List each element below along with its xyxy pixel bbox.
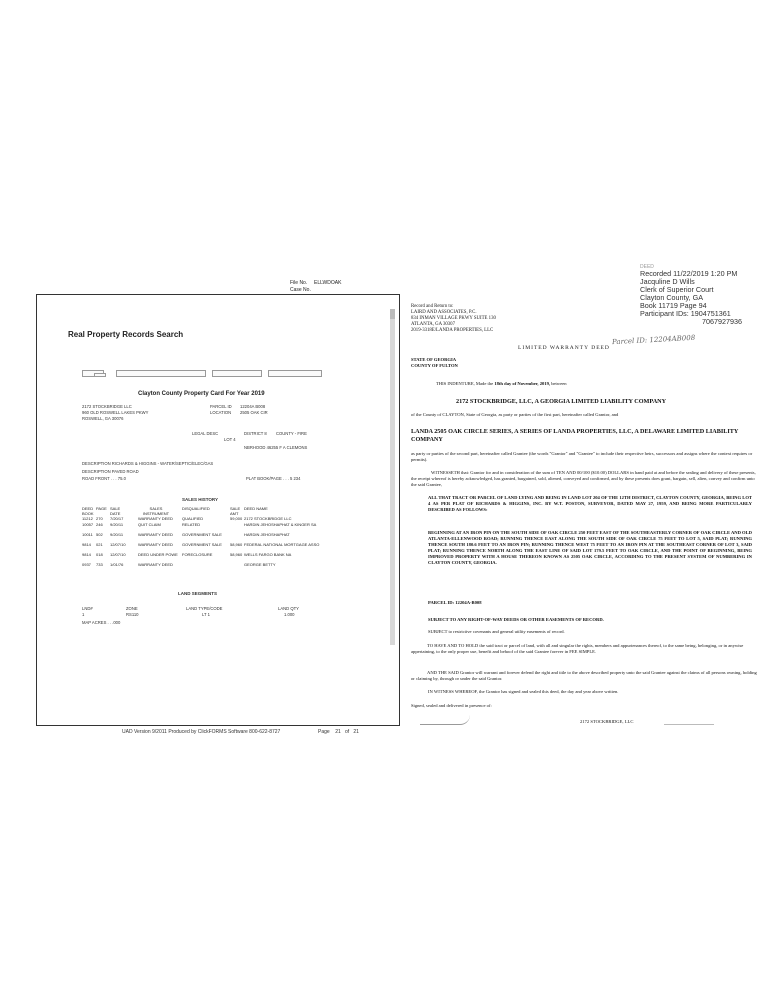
- sales-history-title: SALES HISTORY: [182, 497, 219, 502]
- cell-deed-book: 10011: [82, 532, 93, 537]
- cell-sale-date: 9/20/11: [110, 532, 124, 537]
- subject: SUBJECT to restrictive covenants and general utility easements of record.: [428, 629, 565, 634]
- page-footer: [122, 729, 359, 735]
- col-page: PAGE: [96, 506, 107, 511]
- land-lnd: 1: [82, 612, 85, 617]
- scrollbar[interactable]: [390, 309, 395, 645]
- col-sale-amt: SALE AMT: [230, 506, 241, 516]
- parcel-id-value: 12204A B008: [240, 404, 266, 409]
- in-witness: IN WITNESS WHEREOF, the Grantor has signed and sealed this deed, the day and year above written.: [428, 689, 619, 694]
- cell-page: 733: [96, 562, 103, 567]
- to-have-and-to-hold: TO HAVE AND TO HOLD the said tract or parcel of land, with all and singular the rights, members and appurtenances thereof, to the same being, belonging, or in anywise appertaining, to the only proper use, benefit and behoof of the said Grantee forever in FEE SIMPLE.: [411, 643, 744, 654]
- cell-sale-date: 12/07/10: [110, 542, 126, 547]
- cell-deed-name: HARDIN JEHOSHAPHAT: [244, 532, 290, 537]
- signer: 2172 STOCKBRIDGE, LLC: [580, 719, 634, 724]
- return-to-0: Record and Return to:: [411, 304, 454, 309]
- stamp-book-page: Book 11719 Page 94: [640, 301, 707, 310]
- cell-sale-amt: 58,960: [230, 552, 243, 557]
- cell-deed-name: WELLS FARGO BANK NA: [244, 552, 292, 557]
- footer-page-label: Page: [318, 729, 330, 735]
- case-no-label: Case No.: [290, 287, 311, 293]
- land-segments-title: LAND SEGMENTS: [178, 591, 218, 596]
- owner-address1: 960 OLD ROSWELL LAKES PKWY: [82, 410, 149, 415]
- indenture-suffix: between: [550, 381, 567, 386]
- warrant: AND THE SAID Grantor will warrant and forever defend the right and title to the above described property unto the said Grantee against the claims of all persons owning, holding or claiming by, through or under the said Grantor.: [411, 670, 757, 681]
- parcel-id: PARCEL ID: 12204A-B008: [428, 600, 482, 605]
- search-field-3[interactable]: [212, 370, 262, 377]
- cell-deed-name: FEDERAL NATIONAL MORTGAGE ASSO: [244, 542, 320, 547]
- witness-signature-line: [420, 715, 470, 725]
- grantor-county: of the County of CLAYTON, State of Georgia, as party or parties of the first part, hereinafter called Grantor, and: [411, 412, 619, 417]
- stamp-participant-2: 7067927936: [702, 317, 742, 326]
- cell-deed-name: HARDIN JEHOSHAPHAT & KINGER SA: [244, 522, 317, 527]
- cell-disqualified: GOVERNMENT SALE: [182, 532, 222, 537]
- cell-disqualified: RELATED: [182, 522, 201, 527]
- file-header: [290, 280, 341, 294]
- description-1: DESCRIPTION RICHARDS & HIGGINS - WATER/SEPTIC/ELEC/GAS: [82, 461, 214, 466]
- grantee: LANDA 2505 OAK CIRCLE SERIES, A SERIES OF LANDA PROPERTIES, LLC, A DELAWARE LIMITED LIABILITY COMPANY: [411, 428, 739, 443]
- sales-row: [82, 562, 332, 570]
- search-field-4[interactable]: [268, 370, 322, 377]
- land-qty: 1.000: [284, 612, 295, 617]
- beginning-description: BEGINNING AT AN IRON PIN ON THE SOUTH SIDE OF OAK CIRCLE 250 FEET EAST OF THE SOUTHEASTERLY CORNER OF OAK CIRCLE AND OLD ATLANTA-ELLENWOOD ROAD; RUNNING THENCE EAST ALONG THE SOUTH SIDE OF OAK CIRCLE 75 FEET TO LOT 5, SAID PLAT; RUNNING THENCE SOUTH 180.6 FEET TO AN IRON PIN; RUNNING THENCE WEST 75 FEET TO AN IRON PIN AT THE SOUTHEAST CORNER OF LOT 3, SAID PLAT; RUNNING THENCE NORTH ALONG THE EAST LINE OF SAID LOT 179.5 FEET TO OAK CIRCLE, AND THE POINT OF BEGINNING, BEING IMPROVED PROPERTY WITH A HOUSE THEREON KNOWN AS 2505 OAK CIRCLE, ACCORDING TO THE PRESENT SYSTEM OF NUMBERING IN CLAYTON COUNTY, GEORGIA.: [428, 530, 752, 565]
- card-title: Clayton County Property Card For Year 2019: [138, 391, 265, 397]
- stamp-participant: Participant IDs: 1904751361: [640, 309, 731, 318]
- cell-sales-instrument: WARRANTY DEED: [138, 532, 173, 537]
- cell-deed-name: GEORGE BETTY: [244, 562, 276, 567]
- location-label: LOCATION: [210, 410, 232, 415]
- legal-desc-label: LEGAL DESC: [192, 431, 219, 436]
- cell-page: 018: [96, 552, 103, 557]
- col-disqualified: DISQUALIFIED: [182, 506, 210, 511]
- cell-deed-name: 2172 STOCKBRIDGE LLC: [244, 516, 292, 521]
- app-title: Real Property Records Search: [68, 330, 184, 339]
- cell-deed-book: 10057: [82, 522, 94, 527]
- cell-page: 021: [96, 542, 103, 547]
- footer-page: 21: [335, 729, 341, 735]
- cell-sales-instrument: QUIT CLAIM: [138, 522, 161, 527]
- cell-page: 246: [96, 522, 103, 527]
- cell-sale-date: 9/20/11: [110, 522, 124, 527]
- land-col-zone: ZONE: [126, 606, 138, 611]
- sales-row: [82, 522, 332, 532]
- search-bar: [82, 370, 322, 378]
- file-no-label: File No.: [290, 280, 308, 286]
- sales-row: [82, 532, 332, 542]
- footer-of: of: [344, 729, 350, 735]
- location-value: 2505 OAK CIR: [240, 410, 268, 415]
- parcel-id-label: PARCEL ID: [210, 404, 232, 409]
- signer-line: [664, 724, 714, 725]
- footer-version: UAD Version 9/2011 Produced by ClickFORMS Software 800-622-8727: [122, 729, 281, 735]
- cell-disqualified: QUALIFIED: [182, 516, 204, 521]
- stamp-county: Clayton County, GA: [640, 293, 703, 302]
- cell-deed-book: 9814: [82, 552, 91, 557]
- cell-page: 502: [96, 532, 103, 537]
- cell-sales-instrument: WARRANTY DEED: [138, 562, 173, 567]
- land-col-lnd: LND#: [82, 606, 93, 611]
- sales-header-row: [82, 506, 332, 516]
- cell-disqualified: FORECLOSURE: [182, 552, 213, 557]
- tract-description: ALL THAT TRACT OR PARCEL OF LAND LYING AND BEING IN LAND LOT 204 OF THE 12TH DISTRICT, CLAYTON COUNTY, GEORGIA, BEING LOT 4 AS PER PLAT OF RICHARDS & HIGGINS, INC. BY W.T. POSTON, SURVEYOR, DATED MAY 27, 1959, AND BEING MORE PARTICULARLY DESCRIBED AS FOLLOWS:: [428, 495, 752, 512]
- cell-sale-amt: 58,960: [230, 542, 243, 547]
- map-acres: MAP ACRES . . .000: [82, 620, 121, 625]
- return-to-3: ATLANTA, GA 30307: [411, 322, 455, 327]
- subject-bold: SUBJECT TO ANY RIGHT-OF-WAY DEEDS OR OTHER EASEMENTS OF RECORD.: [428, 617, 604, 622]
- handwritten-parcel-id: Parcel ID: 12204AB008: [611, 333, 696, 347]
- indenture-date: 18th day of November, 2019,: [494, 381, 551, 386]
- return-to-2: 834 INMAN VILLAGE PKWY SUITE 130: [411, 316, 496, 321]
- stamp-recorded: Recorded 11/22/2019 1:20 PM: [640, 269, 738, 278]
- plat-book-page: PLAT BOOK/PAGE . . . 5 234: [246, 476, 301, 481]
- return-to-4: 2019-3318E/LANDA PROPERTIES, LLC: [411, 328, 494, 333]
- stamp-clerk-name: Jacquline D Wills: [640, 277, 695, 286]
- recording-stamp: [640, 265, 742, 326]
- witnesseth: WITNESSETH that: Grantor for and in consideration of the sum of TEN AND 00/100 ($10.00) DOLLARS in hand paid at and before the sealing and delivery of these presents, the receipt whereof is hereby acknowledged, has granted, bargained, sold, aliened, conveyed and confirmed, and by these presents does grant, bargain, sell, alien, convey and confirm unto the said Grantee,: [411, 470, 756, 487]
- cell-sale-amt: 59,000: [230, 516, 243, 521]
- file-no-value: ELLWDOAK: [314, 280, 342, 286]
- stamp-clerk-title: Clerk of Superior Court: [640, 285, 714, 294]
- search-field-2[interactable]: [116, 370, 206, 377]
- description-2: DESCRIPTION PAVED ROAD: [82, 469, 139, 474]
- cell-deed-book: 11212: [82, 516, 93, 521]
- cell-deed-book: 9814: [82, 542, 91, 547]
- cell-sales-instrument: WARRANTY DEED: [138, 516, 173, 521]
- road-front: ROAD FRONT . . . 75.0: [82, 476, 126, 481]
- county-fire: COUNTY - FIRE: [276, 431, 307, 436]
- return-to-block: [411, 304, 496, 334]
- col-sale-date: SALE DATE: [110, 506, 121, 516]
- search-field-icon: [94, 373, 106, 377]
- nbrhood: NBRHOOD 46255 F A CLEMONS: [244, 445, 308, 450]
- sales-row: [82, 542, 332, 552]
- signed-sealed: Signed, sealed and delivered in presence of:: [411, 703, 492, 708]
- district: DISTRICT 8: [244, 431, 267, 436]
- cell-disqualified: GOVERNMENT SALE: [182, 542, 222, 547]
- indenture: [436, 381, 567, 387]
- land-zone: RS110: [126, 612, 139, 617]
- col-sales-instrument: SALES INSTRUMENT: [142, 506, 170, 516]
- sales-history-table: [82, 506, 332, 570]
- land-type: LT 1: [202, 612, 210, 617]
- land-col-type: LAND TYPE/CODE: [186, 606, 223, 611]
- deed-title: LIMITED WARRANTY DEED: [518, 345, 610, 351]
- stamp-deed: DEED: [640, 264, 654, 270]
- cell-sales-instrument: WARRANTY DEED: [138, 542, 173, 547]
- col-deed-book: DEED BOOK: [82, 506, 94, 516]
- cell-sale-date: 12/07/10: [110, 552, 126, 557]
- sales-row: [82, 552, 332, 562]
- owner-address2: ROSWELL, GA 30076: [82, 416, 124, 421]
- grantee-note: as party or parties of the second part, hereinafter called Grantee (the words "Grantor" and "Grantee" to include their respective heirs, successors and assigns where the context requires or permits).: [411, 451, 753, 462]
- cell-sales-instrument: DEED UNDER POWE: [138, 552, 178, 557]
- footer-total: 21: [353, 729, 359, 735]
- cell-sale-date: 7/20/17: [110, 516, 124, 521]
- lot: LOT 4: [224, 437, 236, 442]
- land-col-qty: LAND QTY: [278, 606, 299, 611]
- cell-page: 270: [96, 516, 103, 521]
- return-to-1: LAIRD AND ASSOCIATES, P.C.: [411, 310, 477, 315]
- owner-name: 2172 STOCKBRIDGE LLC: [82, 404, 132, 409]
- cell-sale-date: 1/01/76: [110, 562, 124, 567]
- grantor: 2172 STOCKBRIDGE, LLC, A GEORGIA LIMITED LIABILITY COMPANY: [456, 398, 667, 405]
- cell-deed-book: 0937: [82, 562, 91, 567]
- state: STATE OF GEORGIA: [411, 357, 457, 362]
- indenture-prefix: THIS INDENTURE, Made the: [436, 381, 495, 386]
- county: COUNTY OF FULTON: [411, 363, 458, 368]
- col-deed-name: DEED NAME: [244, 506, 268, 511]
